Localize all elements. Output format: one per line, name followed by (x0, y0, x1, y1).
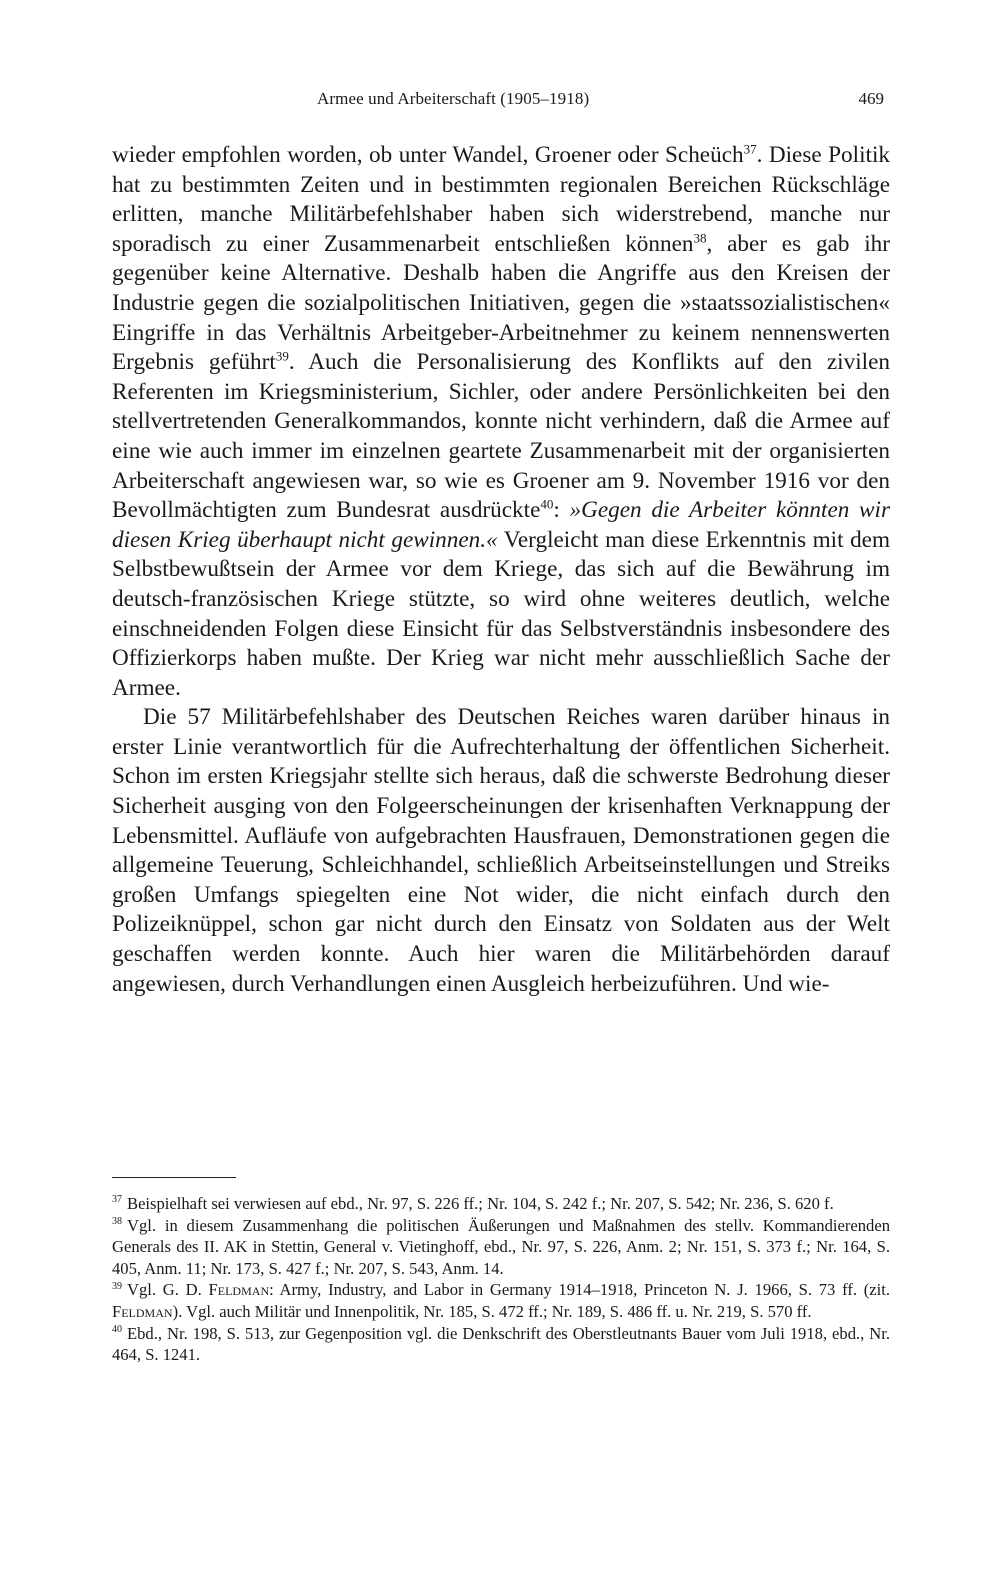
paragraph-2: Die 57 Militärbefehlshaber des Deutschen Reiches waren darüber hinaus in erster Linie verantwortlich für die Aufrechterhaltung der öffentlichen Sicherheit. Schon im ersten Kriegsjahr stellte sich heraus, daß die schwerste Bedrohung dieser Sicherheit ausging von den Folgeerscheinungen der krisenhaften Verknappung der Lebensmittel. Aufläufe von aufgebrachten Hausfrauen, Demonstrationen gegen die allgemeine Teuerung, Schleichhandel, schließlich Arbeitseinstellungen und Streiks großen Umfangs spiegelten eine Not wider, die nicht einfach durch den Polizeiknüppel, schon gar nicht durch den Einsatz von Soldaten aus der Welt geschaffen werden konnte. Auch hier waren die Militärbehörden darauf angewiesen, durch Verhandlungen einen Ausgleich herbeizuführen. Und wie- (112, 704, 890, 997)
paragraph-1-text-b: . Diese Politik hat zu bestimmten Zeiten und in bestimmten regionalen Bereichen Rückschläge erlitten, manche Militärbefehlshaber haben sich widerstrebend, manche nur sporadisch zu einer Zusammenarbeit entschließen können (112, 142, 890, 257)
footnote-ref-38: 38 (693, 230, 707, 246)
footnote-mark: 39 (112, 1280, 122, 1292)
footnote-text-b: : Army, Industry, and Labor in Germany 1914–1918, Princeton N. J. 1966, S. 73 ff. (zit. (269, 1280, 890, 1300)
footnote-38 (112, 1215, 890, 1280)
groener-quote: »Gegen die Arbeiter könnten wir diesen Krieg überhaupt nicht gewinnen.« (112, 497, 890, 553)
paragraph-1-text-c: , aber es gab ihr gegenüber keine Alternative. Deshalb haben die Angriffe aus den Kreisen der Industrie gegen die sozialpolitischen Initiativen, gegen die »staatssozialistischen« Eingriffe in das Verhältnis Arbeitgeber-Arbeitnehmer zu keinem nennenswerten Ergebnis geführt (112, 230, 890, 376)
footnote-37 (112, 1193, 890, 1215)
footnote-text-c: ). Vgl. auch Militär und Innenpolitik, Nr. 185, S. 472 ff.; Nr. 189, S. 486 ff. u. Nr. 219, S. 570 ff. (172, 1301, 812, 1321)
footnote-40 (112, 1323, 890, 1366)
running-title: Armee und Arbeiterschaft (1905–1918) (317, 89, 590, 108)
footnote-text: Vgl. in diesem Zusammenhang die politischen Äußerungen und Maßnahmen des stellv. Kommandierenden Generals des II. AK in Stettin, General v. Vietinghoff, ebd., Nr. 97, S. 226, Anm. 2; Nr. 151, S. 373 f.; Nr. 164, S. 405, Anm. 11; Nr. 173, S. 427 f.; Nr. 207, S. 543, Anm. 14. (112, 1215, 890, 1278)
footnote-39 (112, 1279, 890, 1322)
author-name: Feldman (112, 1301, 173, 1321)
paragraph-1-text-e: : (553, 497, 570, 524)
footnote-mark: 37 (112, 1194, 122, 1206)
footnote-mark: 38 (112, 1216, 122, 1228)
paragraph-1-text-d: . Auch die Personalisierung des Konflikts auf den zivilen Referenten im Kriegsministerium, Sichler, oder andere Persönlichkeiten bei den stellvertretenden Generalkommandos, konnte nicht verhindern, daß die Armee auf eine wie auch immer im einzelnen geartete Zusammenarbeit mit der organisierten Arbeiterschaft angewiesen war, so wie es Groener am 9. November 1916 vor den Bevollmächtigten zum Bundesrat ausdrückte (112, 349, 890, 524)
footnote-ref-37: 37 (743, 141, 757, 157)
footnote-text-a: Vgl. G. D. (127, 1280, 209, 1300)
body-text (112, 141, 890, 999)
footnote-separator (112, 1177, 236, 1178)
page-header (112, 89, 890, 117)
paragraph-1-text-a: wieder empfohlen worden, ob unter Wandel, Groener oder Scheüch (112, 142, 744, 168)
footnote-ref-40: 40 (540, 496, 554, 512)
paragraph-1-text-f: Vergleicht man diese Erkenntnis mit dem Selbstbewußtsein der Armee vor dem Kriege, das sich auf die Bewährung im deutsch-französischen Kriege stützte, so wird ohne weiteres deutlich, welche einschneidenden Folgen diese Einsicht für das Selbstverständnis insbesondere des Offizierkorps haben mußte. Der Krieg war nicht mehr ausschließlich Sache der Armee. (112, 526, 890, 701)
footnote-ref-39: 39 (275, 348, 289, 364)
footnote-text: Beispielhaft sei verwiesen auf ebd., Nr. 97, S. 226 ff.; Nr. 104, S. 242 f.; Nr. 207, S. 542; Nr. 236, S. 620 f. (127, 1194, 834, 1213)
footnote-mark: 40 (112, 1324, 122, 1336)
footnote-text: Ebd., Nr. 198, S. 513, zur Gegenposition vgl. die Denkschrift des Oberstleutnants Bauer vom Juli 1918, ebd., Nr. 464, S. 1241. (112, 1323, 890, 1365)
page-number: 469 (858, 89, 884, 108)
paragraph-1 (112, 141, 890, 703)
author-name: Feldman (208, 1280, 270, 1300)
footnotes (112, 1193, 890, 1366)
